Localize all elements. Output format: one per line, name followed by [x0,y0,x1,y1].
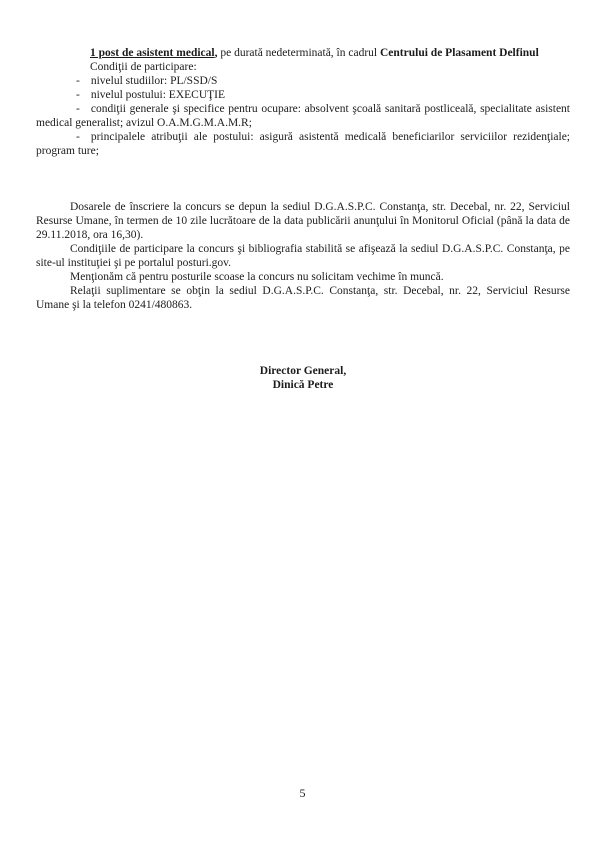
job-title: 1 post de asistent medical [90,47,215,59]
paragraph-conditii: Condiţiile de participare la concurs şi bibliografia stabilită se afişează la sediul D.G.A.S.P.C. Constanţa, pe site-ul instituţiei şi pe portalul posturi.gov. [36,243,570,269]
condition-item [36,102,570,130]
condition-item [36,74,570,88]
signature-role: Director General, [259,365,347,377]
organization-name: Centrului de Plasament Delfinul [380,47,539,59]
conditions-heading: Condiţii de participare: [90,61,197,73]
bullet-dash: - [76,131,80,143]
condition-item-text: nivelul postului: EXECUŢIE [90,89,225,101]
body-paragraphs [36,200,570,312]
page-number: 5 [299,786,306,800]
condition-item [36,130,570,158]
bullet-dash: - [76,103,80,115]
paragraph-relatii: Relaţii suplimentare se obţin la sediul D.G.A.S.P.C. Constanţa, str. Decebal, nr. 22, Serviciul Resurse Umane şi la telefon 0241/480863. [36,285,570,311]
signature-block [36,364,570,392]
condition-item-text: principalele atribuţii ale postului: asigură asistentă medicală beneficiarilor serviciilor rezidenţiale; program ture; [36,131,570,157]
condition-item [36,88,570,102]
job-title-comma: , [214,47,218,59]
paragraph-mentionam: Menţionăm că pentru posturile scoase la concurs nu solicitam vechime în muncă. [70,271,444,283]
job-duration-text: pe durată nedeterminată, în cadrul [217,47,380,59]
signature-name: Dinică Petre [272,379,334,391]
condition-item-text: nivelul studiilor: PL/SSD/S [90,75,218,87]
job-title-line [36,46,570,60]
paragraph-dosare: Dosarele de înscriere la concurs se depun la sediul D.G.A.S.P.C. Constanţa, str. Decebal, nr. 22, Serviciul Resurse Umane, în termen de 10 zile lucrătoare de la data publicării anunţului în Monitorul Oficial (până la data de 29.11.2018, ora 16,30). [36,201,570,241]
page-content [36,46,570,392]
bullet-dash: - [76,89,80,101]
condition-item-text: condiţii generale şi specifice pentru ocupare: absolvent şcoală sanitară postliceală, specialitate asistent medical generalist; avizul O.A.M.G.M.A.M.R; [36,103,570,129]
bullet-dash: - [76,75,80,87]
